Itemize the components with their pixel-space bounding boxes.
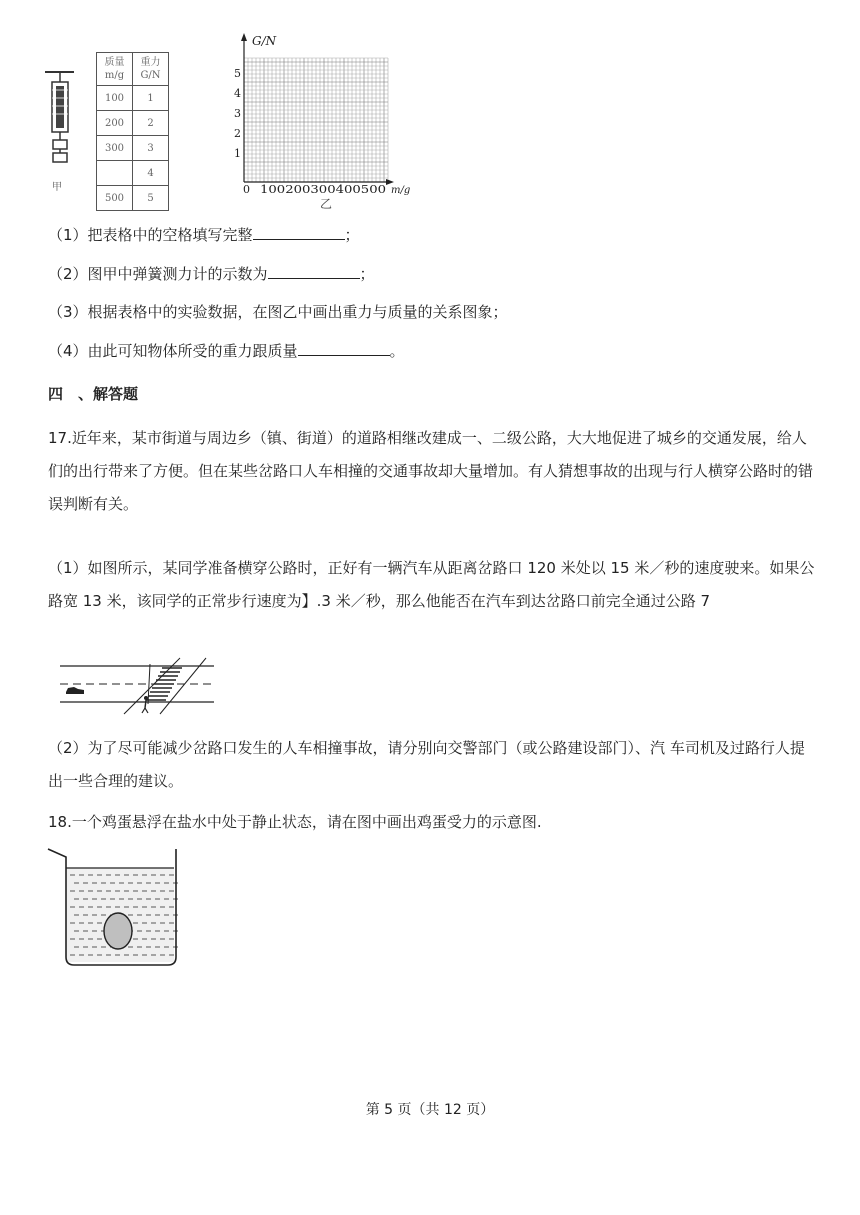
answer-blank[interactable] <box>253 225 345 240</box>
q17-part1: （1）如图所示，某同学准备横穿公路时，正好有一辆汽车从距离岔路口 120 米处以 15 米／秒的速度驶来。如果公路宽 13 米，该同学的正常步行速度为】.3 米／秒，那么他能否在汽车到达岔路口前完全通过公路 7 <box>48 559 815 610</box>
y-tick-label: 1 <box>234 147 241 160</box>
q17-intro: 17.近年来，某市街道与周边乡（镇、街道）的道路相继改建成一、二级公路，大大地促进了城乡的交通发展，给人们的出行带来了方便。但在某些岔路口人车相撞的交通事故却大量增加。有人猜想事故的出现与行人横穿公路时的错误判断有关。 <box>48 429 814 513</box>
q16-item-4: （4）由此可知物体所受的重力跟质量 。 <box>48 342 405 360</box>
q18-text: 18.一个鸡蛋悬浮在盐水中处于静止状态，请在图中画出鸡蛋受力的示意图. <box>48 813 542 831</box>
figure-label-jia: 甲 <box>52 182 62 193</box>
origin-label: 0 <box>243 183 250 196</box>
road-crossing-figure <box>58 652 218 720</box>
y-axis-arrow <box>241 33 247 41</box>
table-header-row <box>97 53 169 86</box>
page-footer: 第 5 页（共 12 页） <box>365 1102 495 1118</box>
q17-part2: （2）为了尽可能减少岔路口发生的人车相撞事故，请分别向交警部门（或公路建设部门）、汽 车司机及过路行人提出一些合理的建议。 <box>48 739 805 790</box>
table-row: 4 <box>97 161 169 186</box>
graph-caption: 乙 <box>320 197 333 211</box>
y-tick-label: 2 <box>234 127 241 140</box>
q16-item-3: （3）根据表格中的实验数据，在图乙中画出重力与质量的关系图象； <box>48 303 508 321</box>
table-row: 100 1 <box>97 86 169 111</box>
y-tick-label: 4 <box>234 87 241 100</box>
table-header-cell: 质量 m/g <box>97 53 133 86</box>
table-header-cell: 重力 G/N <box>133 53 169 86</box>
x-axis-label: m/g <box>391 185 411 196</box>
grid-lines <box>244 58 388 182</box>
mass-weight-table <box>96 52 169 211</box>
weight-mass-grid <box>232 30 422 212</box>
table-row: 200 2 <box>97 111 169 136</box>
y-tick-label: 3 <box>234 107 241 120</box>
spring-scale-figure <box>40 68 80 190</box>
egg-icon <box>104 913 132 949</box>
car-icon <box>66 687 84 694</box>
table-row: 500 5 <box>97 186 169 211</box>
x-tick-labels: 100200300400500 <box>260 183 386 196</box>
y-tick-label: 5 <box>234 67 241 80</box>
beaker-egg-figure <box>46 845 180 971</box>
q16-item-1: （1）把表格中的空格填写完整 ； <box>48 226 360 244</box>
answer-blank[interactable] <box>298 341 390 356</box>
answer-blank[interactable] <box>268 264 360 279</box>
table-row: 300 3 <box>97 136 169 161</box>
section-title: 四 、解答题 <box>48 385 139 403</box>
q16-item-2: （2）图甲中弹簧测力计的示数为 ； <box>48 265 375 283</box>
y-axis-label: G/N <box>252 34 277 48</box>
pedestrian-icon <box>144 696 148 700</box>
